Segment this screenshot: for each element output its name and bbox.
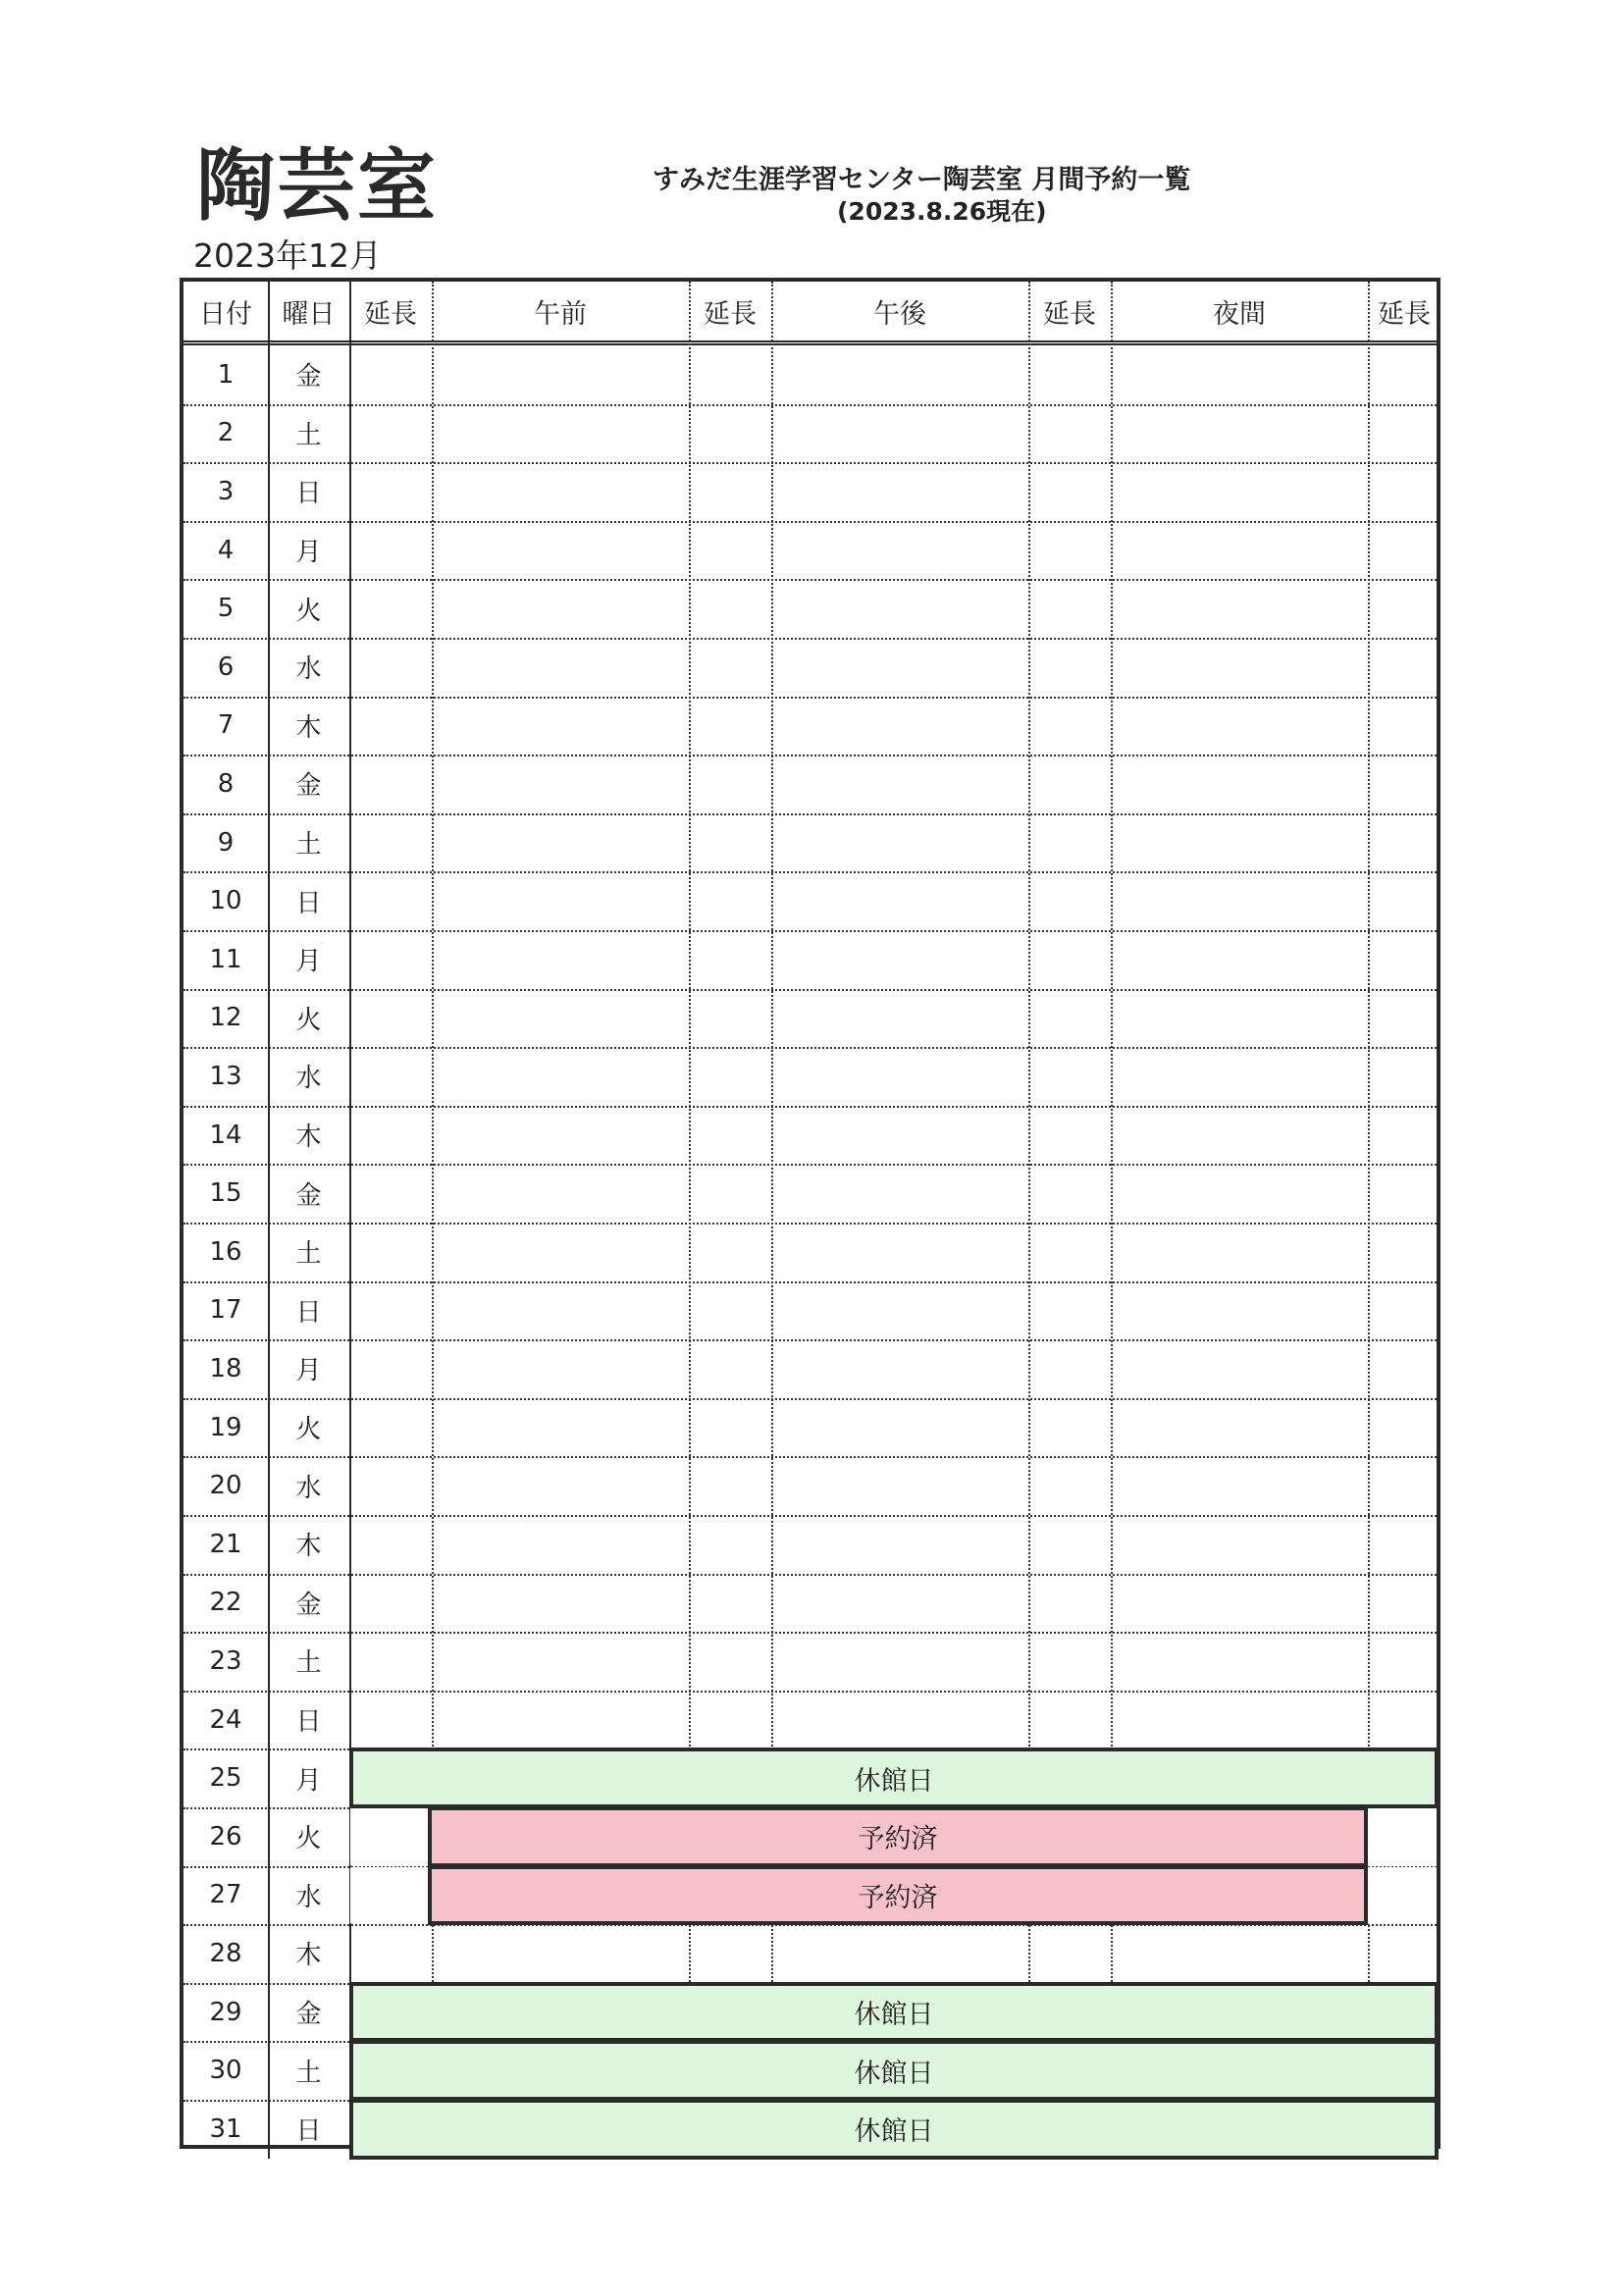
day-cell: 24 [209, 1704, 242, 1735]
row-divider [183, 404, 1437, 406]
weekday-cell: 月 [295, 947, 322, 977]
day-cell: 27 [209, 1880, 242, 1910]
day-cell: 30 [209, 2056, 242, 2086]
weekday-cell: 火 [295, 1824, 322, 1854]
row-divider [183, 1574, 1437, 1576]
reserved-band: 予約済 [428, 1865, 1368, 1926]
weekday-cell: 木 [295, 1122, 322, 1153]
day-cell: 18 [209, 1353, 242, 1383]
weekday-cell: 土 [295, 420, 322, 450]
day-cell: 26 [209, 1821, 242, 1852]
row-divider [183, 1223, 1437, 1225]
header-weekday: 曜日 [282, 298, 336, 330]
header-extension-2: 延長 [704, 298, 757, 330]
as-of-date: (2023.8.26現在) [837, 197, 1047, 226]
row-divider [183, 871, 1437, 873]
header-extension-3: 延長 [1043, 298, 1096, 330]
weekday-cell: 火 [295, 1415, 322, 1445]
day-cell: 25 [209, 1763, 242, 1794]
day-cell: 23 [209, 1645, 242, 1676]
room-title: 陶芸室 [196, 140, 438, 232]
weekday-cell: 金 [295, 2000, 322, 2030]
weekday-cell: 土 [295, 830, 322, 861]
day-cell: 3 [217, 476, 235, 506]
row-divider [183, 930, 1437, 932]
weekday-cell: 金 [295, 362, 322, 392]
day-cell: 14 [209, 1120, 242, 1150]
weekday-cell: 水 [295, 1473, 322, 1503]
header-date: 日付 [199, 298, 252, 330]
row-divider [183, 755, 1437, 757]
header-extension-1: 延長 [364, 298, 417, 330]
day-cell: 6 [217, 652, 235, 682]
weekday-cell: 木 [295, 1532, 322, 1562]
day-cell: 17 [209, 1295, 242, 1326]
reserved-band: 予約済 [428, 1806, 1368, 1867]
header-morning: 午前 [534, 298, 587, 330]
day-cell: 16 [209, 1236, 242, 1267]
day-cell: 21 [209, 1529, 242, 1559]
weekday-cell: 日 [295, 2116, 322, 2147]
weekday-cell: 火 [295, 596, 322, 626]
header-divider [183, 340, 1437, 345]
header-extension-4: 延長 [1378, 298, 1431, 330]
day-cell: 7 [217, 710, 235, 741]
closed-day-band: 休館日 [349, 1748, 1439, 1808]
header-night: 夜間 [1213, 298, 1266, 330]
month-label: 2023年12月 [193, 236, 382, 275]
weekday-cell: 月 [295, 538, 322, 568]
day-cell: 15 [209, 1178, 242, 1209]
row-divider [183, 638, 1437, 640]
row-divider [183, 1106, 1437, 1108]
row-divider [183, 1691, 1437, 1693]
weekday-cell: 金 [295, 1590, 322, 1620]
day-cell: 10 [209, 886, 242, 916]
weekday-cell: 木 [295, 712, 322, 743]
weekday-cell: 日 [295, 1297, 322, 1328]
row-divider [183, 1456, 1437, 1458]
weekday-cell: 水 [295, 654, 322, 685]
weekday-cell: 水 [295, 1064, 322, 1094]
day-cell: 13 [209, 1061, 242, 1091]
weekday-cell: 水 [295, 1882, 322, 1912]
weekday-cell: 土 [295, 2058, 322, 2088]
day-cell: 22 [209, 1588, 242, 1618]
row-divider [183, 1339, 1437, 1341]
row-divider [183, 1164, 1437, 1166]
day-cell: 11 [209, 944, 242, 974]
document-title: すみだ生涯学習センター陶芸室 月間予約一覧 [653, 165, 1191, 195]
weekday-cell: 日 [295, 888, 322, 918]
day-cell: 20 [209, 1471, 242, 1501]
day-cell: 12 [209, 1003, 242, 1033]
weekday-cell: 金 [295, 771, 322, 802]
day-cell: 29 [209, 1997, 242, 2027]
weekday-cell: 日 [295, 479, 322, 509]
day-cell: 28 [209, 1938, 242, 1968]
day-cell: 5 [217, 594, 235, 624]
day-cell: 8 [217, 768, 235, 799]
row-divider [183, 1515, 1437, 1517]
header-afternoon: 午後 [873, 298, 926, 330]
weekday-cell: 金 [295, 1180, 322, 1211]
row-divider [183, 989, 1437, 991]
day-cell: 31 [209, 2113, 242, 2144]
row-divider [183, 1047, 1437, 1049]
day-cell: 4 [217, 535, 235, 565]
row-divider [183, 579, 1437, 581]
day-cell: 19 [209, 1412, 242, 1442]
weekday-cell: 日 [295, 1707, 322, 1738]
row-divider [183, 1632, 1437, 1634]
weekday-cell: 月 [295, 1356, 322, 1386]
closed-day-band: 休館日 [349, 2099, 1439, 2160]
row-divider [183, 1398, 1437, 1400]
row-divider [183, 462, 1437, 464]
row-divider [183, 697, 1437, 699]
schedule-table [180, 278, 1440, 2149]
closed-day-band: 休館日 [349, 2040, 1439, 2101]
weekday-cell: 土 [295, 1239, 322, 1270]
day-cell: 2 [217, 418, 235, 448]
weekday-cell: 火 [295, 1005, 322, 1035]
row-divider [183, 521, 1437, 523]
row-divider [183, 813, 1437, 815]
day-cell: 1 [217, 359, 235, 390]
closed-day-band: 休館日 [349, 1982, 1439, 2043]
weekday-cell: 月 [295, 1765, 322, 1796]
weekday-cell: 木 [295, 1941, 322, 1971]
day-cell: 9 [217, 827, 235, 858]
weekday-cell: 土 [295, 1648, 322, 1679]
row-divider [183, 1281, 1437, 1283]
